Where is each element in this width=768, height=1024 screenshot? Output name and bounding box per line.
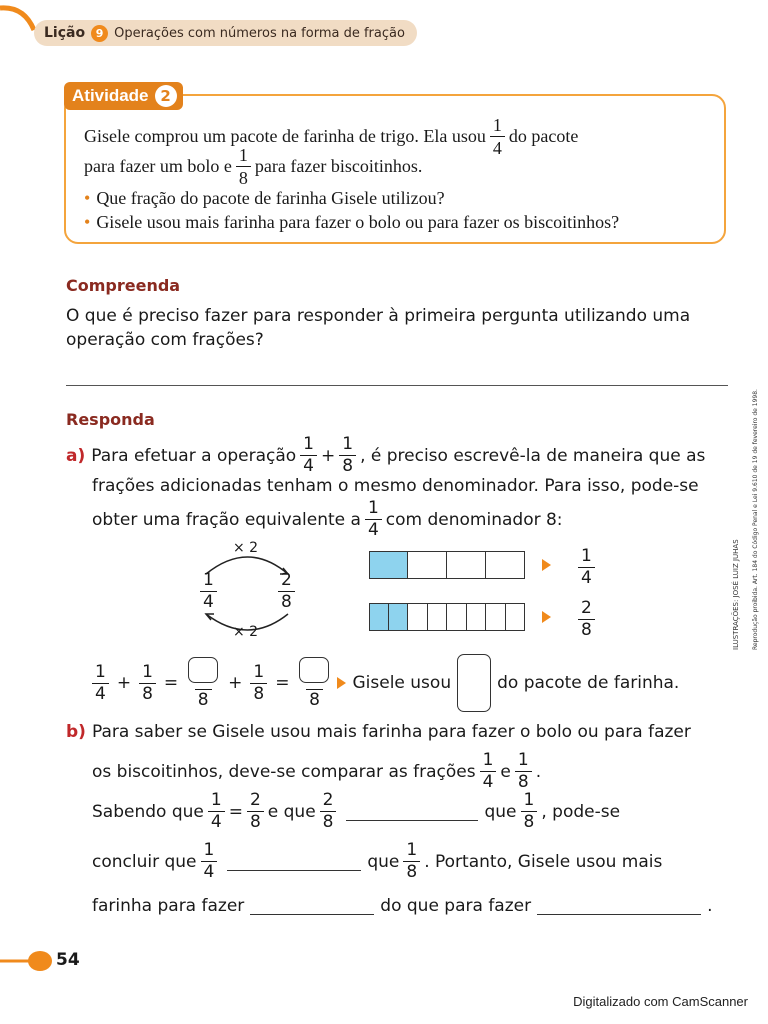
plus-sign: +	[116, 673, 132, 693]
item-text: e que	[267, 801, 316, 822]
lesson-number: 9	[91, 25, 108, 42]
fraction-one-fourth: $\frac{1}{4}$	[208, 792, 225, 831]
compreenda-line-1: O que é preciso fazer para responder à primeira pergunta utilizando uma	[66, 306, 691, 326]
item-b-line-2	[92, 752, 541, 791]
lesson-header	[34, 20, 417, 46]
legal-notice: Reprodução proibida. Art. 184 do Código Penal e Lei 9.610 de 19 de fevereiro de 1998.	[752, 389, 759, 650]
item-text: .	[535, 761, 542, 782]
times-two-bottom: × 2	[233, 624, 259, 640]
strip-cell	[486, 603, 506, 631]
item-b-line-5	[92, 896, 713, 916]
lesson-label: Lição	[44, 25, 86, 41]
illustration-credit: ILUSTRAÇÕES: JOSÉ LUIZ JUHAS	[732, 539, 740, 650]
strip-cell	[467, 603, 487, 631]
strip-cell-filled	[369, 551, 408, 579]
activity-label: Atividade	[72, 86, 149, 105]
answer-line	[66, 385, 728, 386]
fraction-two-eighths: $\frac{2}{8}$	[247, 792, 264, 831]
item-a-label: a)	[66, 445, 86, 466]
diagram-fraction-one-fourth: $\frac{1}{4}$	[196, 572, 221, 611]
activity-number: 2	[155, 85, 177, 107]
item-text: .	[707, 896, 713, 916]
fraction-one-eighth: $\frac{1}{8}$	[236, 146, 251, 187]
strip-fraction-one-fourth: $\frac{1}{4}$	[574, 548, 599, 587]
compreenda-line-2: operação com frações?	[66, 330, 264, 350]
strip-cell	[486, 551, 525, 579]
item-text: . Portanto, Gisele usou mais	[424, 851, 663, 872]
question-text: Que fração do pacote de farinha Gisele utilizou?	[96, 188, 445, 208]
strip-quarters	[369, 551, 525, 579]
item-text: que	[484, 801, 517, 822]
section-heading-compreenda: Compreenda	[66, 276, 181, 295]
result-text: Gisele usou	[352, 673, 452, 693]
times-two-top: × 2	[233, 540, 259, 556]
lesson-title: Operações com números na forma de fração	[114, 25, 405, 41]
item-text: Sabendo que	[92, 801, 204, 822]
fraction-one-eighth: $\frac{1}{8}$	[515, 752, 532, 791]
plus-sign: +	[321, 445, 336, 466]
item-text: Para efetuar a operação	[91, 445, 297, 466]
bullet-icon: •	[84, 188, 91, 208]
equals-sign: =	[163, 673, 179, 693]
fill-in-blank[interactable]	[537, 897, 701, 915]
fraction-one-eighth: $\frac{1}{8}$	[339, 436, 356, 475]
question-bullet-2	[84, 212, 619, 233]
strip-cell	[428, 603, 448, 631]
fraction-two-eighths: $\frac{2}{8}$	[320, 792, 337, 831]
item-text: e	[500, 761, 511, 782]
fill-in-blank[interactable]	[250, 897, 374, 915]
result-text: do pacote de farinha.	[497, 673, 680, 693]
item-a-line-3	[92, 500, 563, 539]
strip-eighths	[369, 603, 525, 631]
fraction-one-fourth: $\frac{1}{4}$	[201, 842, 218, 881]
strip-fraction-two-eighths: $\frac{2}{8}$	[574, 600, 599, 639]
fraction-one-eighth: $\frac{1}{8}$	[139, 664, 156, 703]
arrow-icon	[337, 677, 346, 689]
activity-tag	[64, 82, 183, 110]
item-text: , é preciso escrevê-la de maneira que as	[360, 445, 706, 466]
fraction-one-fourth: $\frac{1}{4}$	[490, 116, 505, 157]
arrow-icon	[542, 611, 551, 623]
sum-equation	[88, 654, 679, 712]
plus-sign: +	[228, 673, 243, 693]
scanner-watermark: Digitalizado com CamScanner	[573, 994, 748, 1009]
fraction-one-eighth: $\frac{1}{8}$	[250, 664, 267, 703]
fraction-one-fourth: $\frac{1}{4}$	[92, 664, 109, 703]
item-a-line-2: frações adicionadas tenham o mesmo denominador. Para isso, pode-se	[92, 476, 699, 496]
strip-cell	[447, 551, 486, 579]
strip-cell-filled	[369, 603, 389, 631]
item-b-line-1	[66, 722, 691, 742]
fraction-one-eighth: $\frac{1}{8}$	[521, 792, 538, 831]
item-text: os biscoitinhos, deve-se comparar as frações	[92, 761, 476, 782]
problem-text: para fazer um bolo e	[84, 156, 232, 176]
fraction-blank-over-eight: 8	[297, 657, 331, 709]
fraction-one-fourth: $\frac{1}{4}$	[300, 436, 317, 475]
strip-cell	[408, 551, 447, 579]
numerator-answer-box[interactable]	[299, 657, 329, 683]
strip-cell	[447, 603, 467, 631]
item-b-line-4	[92, 842, 662, 881]
fraction-one-fourth: $\frac{1}{4}$	[365, 500, 382, 539]
strip-cell-filled	[389, 603, 409, 631]
problem-text: Gisele comprou um pacote de farinha de trigo. Ela usou	[84, 126, 486, 146]
result-answer-box[interactable]	[457, 654, 491, 712]
fill-in-blank[interactable]	[346, 803, 478, 821]
problem-text: para fazer biscoitinhos.	[254, 156, 423, 176]
section-heading-responda: Responda	[66, 410, 155, 429]
diagram-fraction-two-eighths: $\frac{2}{8}$	[274, 572, 299, 611]
item-a-line-1	[66, 436, 705, 475]
fill-in-blank[interactable]	[227, 853, 361, 871]
arrow-icon	[542, 559, 551, 571]
strip-cell	[408, 603, 428, 631]
item-b-label: b)	[66, 722, 86, 742]
item-text: do que para fazer	[380, 896, 532, 916]
problem-line-2	[84, 146, 422, 187]
bullet-icon: •	[84, 212, 91, 232]
item-text: obter uma fração equivalente a	[92, 509, 361, 530]
numerator-answer-box[interactable]	[188, 657, 218, 683]
equals-sign: =	[228, 801, 243, 822]
item-text: com denominador 8:	[385, 509, 563, 530]
item-text: , pode-se	[541, 801, 621, 822]
question-bullet-1	[84, 188, 445, 209]
item-text: farinha para fazer	[92, 896, 245, 916]
fraction-one-eighth: $\frac{1}{8}$	[403, 842, 420, 881]
strip-cell	[506, 603, 526, 631]
item-b-line-3	[92, 792, 620, 831]
item-text: que	[367, 851, 400, 872]
equals-sign: =	[275, 673, 290, 693]
item-text: Para saber se Gisele usou mais farinha para fazer o bolo ou para fazer	[91, 722, 691, 742]
question-text: Gisele usou mais farinha para fazer o bolo ou para fazer os biscoitinhos?	[96, 212, 620, 232]
fraction-one-fourth: $\frac{1}{4}$	[480, 752, 497, 791]
item-text: concluir que	[92, 851, 197, 872]
problem-text: do pacote	[508, 126, 579, 146]
fraction-blank-over-eight: 8	[186, 657, 220, 709]
page-number: 54	[56, 950, 80, 970]
